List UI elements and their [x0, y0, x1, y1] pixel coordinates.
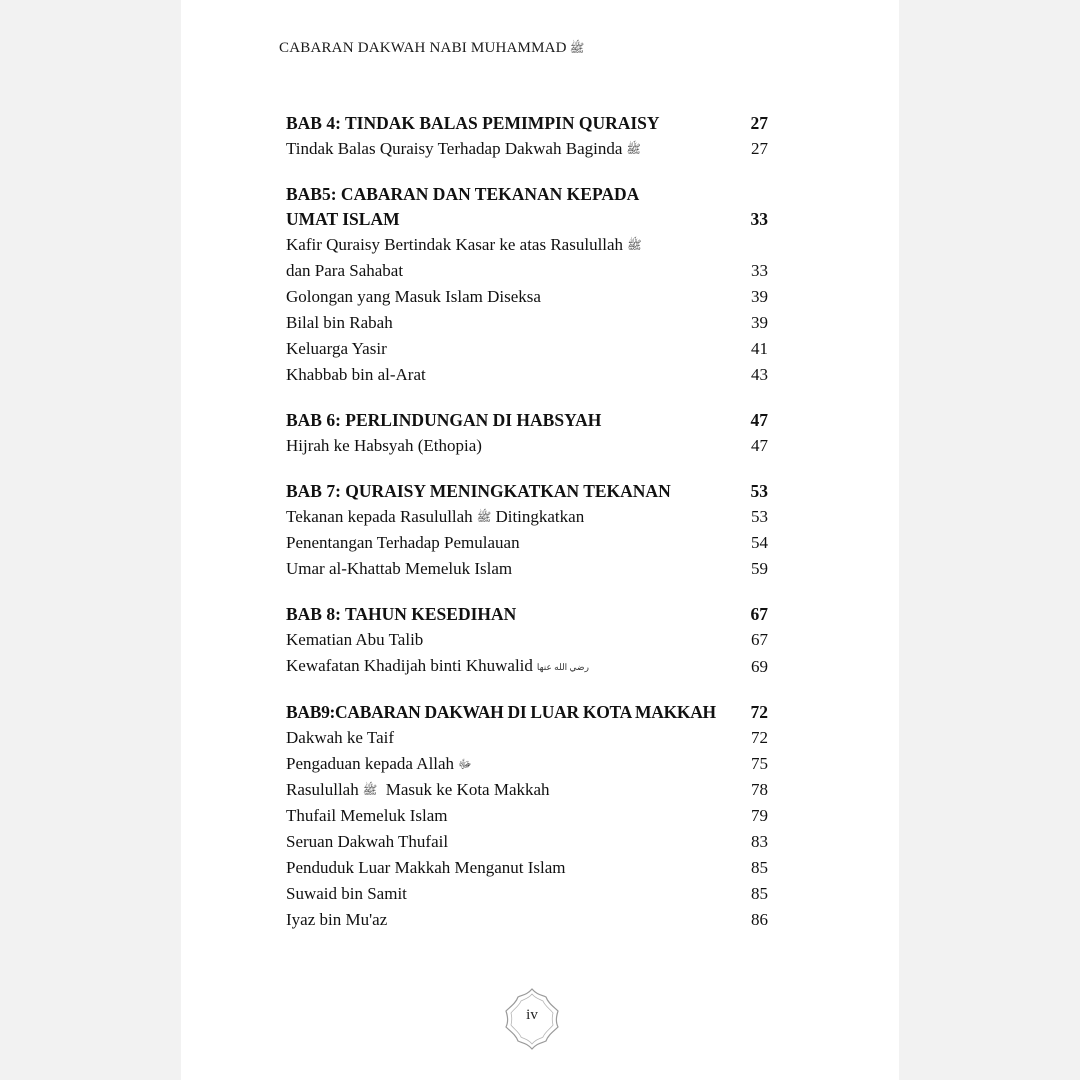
toc-entry: [286, 653, 768, 680]
entry-page: 83: [751, 832, 768, 851]
chapter-title: BAB9:CABARAN DAKWAH DI LUAR KOTA MAKKAH: [286, 702, 716, 722]
entry-page: 39: [751, 313, 768, 332]
entry-page: 27: [751, 139, 768, 158]
entry-label: Umar al-Khattab Memeluk Islam: [286, 559, 513, 578]
entry-label: Seruan Dakwah Thufail: [286, 832, 449, 851]
chapter-page: 72: [750, 702, 768, 722]
toc-entry: [286, 530, 768, 556]
table-of-contents: [286, 111, 768, 933]
entry-label: Golongan yang Masuk Islam Diseksa: [286, 287, 541, 306]
chapter-8: [286, 602, 768, 680]
chapter-title: BAB 4: TINDAK BALAS PEMIMPIN QURAISY: [286, 113, 660, 133]
entry-page: 39: [751, 287, 768, 306]
entry-label: Suwaid bin Samit: [286, 884, 407, 903]
toc-entry: [286, 504, 768, 530]
chapter-heading: [286, 111, 768, 136]
entry-page: 43: [751, 365, 768, 384]
entry-page: 86: [751, 910, 768, 929]
toc-entry: [286, 751, 768, 777]
entry-page: 69: [751, 657, 768, 676]
entry-page: 33: [751, 261, 768, 280]
chapter-page: 47: [750, 410, 768, 430]
seal-icon: ﷺ: [362, 783, 378, 797]
entry-label: Kewafatan Khadijah binti Khuwalid رضي الله عنها: [286, 656, 589, 675]
toc-entry: [286, 881, 768, 907]
toc-entry: [286, 556, 768, 582]
entry-page: 72: [751, 728, 768, 747]
toc-entry: [286, 232, 768, 284]
entry-label: Tindak Balas Quraisy Terhadap Dakwah Baginda ﷺ: [286, 139, 641, 158]
entry-label: Kafir Quraisy Bertindak Kasar ke atas Rasulullah ﷺ dan Para Sahabat: [286, 235, 642, 280]
chapter-page: 53: [750, 481, 768, 501]
entry-page: 85: [751, 884, 768, 903]
seal-icon: ﷺ: [626, 142, 641, 156]
seal-icon: ﷺ: [569, 41, 585, 55]
chapter-heading: [286, 182, 768, 232]
chapter-title: BAB 7: QURAISY MENINGKATKAN TEKANAN: [286, 481, 671, 501]
entry-page: 78: [751, 780, 768, 799]
book-page: [181, 0, 899, 1080]
toc-entry: [286, 725, 768, 751]
toc-entry: [286, 136, 768, 162]
toc-entry: [286, 362, 768, 388]
toc-entry: [286, 336, 768, 362]
entry-page: 41: [751, 339, 768, 358]
toc-entry: [286, 907, 768, 933]
chapter-5: [286, 182, 768, 388]
entry-label: Penduduk Luar Makkah Menganut Islam: [286, 858, 566, 877]
entry-page: 85: [751, 858, 768, 877]
chapter-7: [286, 479, 768, 582]
chapter-heading: [286, 479, 768, 504]
seal-icon: رضي الله عنها: [536, 662, 589, 672]
chapter-9: [286, 700, 768, 933]
running-head-title: CABARAN DAKWAH NABI MUHAMMAD: [279, 40, 567, 56]
toc-entry: [286, 284, 768, 310]
toc-entry: [286, 627, 768, 653]
entry-page: 79: [751, 806, 768, 825]
entry-label: Bilal bin Rabah: [286, 313, 393, 332]
chapter-4: [286, 111, 768, 162]
entry-label: Keluarga Yasir: [286, 339, 387, 358]
toc-entry: [286, 310, 768, 336]
toc-entry: [286, 855, 768, 881]
entry-page: 75: [751, 754, 768, 773]
entry-label: Khabbab bin al-Arat: [286, 365, 426, 384]
running-head: [279, 40, 584, 58]
chapter-title: BAB 6: PERLINDUNGAN DI HABSYAH: [286, 410, 602, 430]
entry-page: 67: [751, 630, 768, 649]
chapter-title: BAB 8: TAHUN KESEDIHAN: [286, 604, 517, 624]
entry-label: Tekanan kepada Rasulullah ﷺ Ditingkatkan: [286, 507, 585, 526]
entry-page: 54: [751, 533, 768, 552]
chapter-6: [286, 408, 768, 459]
seal-icon: ﷺ: [627, 238, 642, 252]
chapter-heading: [286, 408, 768, 433]
chapter-page: 33: [750, 209, 768, 229]
entry-page: 53: [751, 507, 768, 526]
folio: [504, 987, 560, 1051]
entry-label: Penentangan Terhadap Pemulauan: [286, 533, 520, 552]
chapter-heading: [286, 700, 768, 725]
entry-label: Hijrah ke Habsyah (Ethopia): [286, 436, 482, 455]
entry-label: Thufail Memeluk Islam: [286, 806, 448, 825]
seal-icon: ﷻ: [458, 757, 472, 771]
chapter-page: 27: [750, 113, 768, 133]
entry-label: Rasulullah ﷺ Masuk ke Kota Makkah: [286, 780, 550, 799]
toc-entry: [286, 777, 768, 803]
toc-entry: [286, 433, 768, 459]
chapter-title: BAB5: CABARAN DAN TEKANAN KEPADA UMAT ISLAM: [286, 184, 640, 229]
toc-entry: [286, 829, 768, 855]
chapter-page: 67: [750, 604, 768, 624]
page-number: iv: [526, 1007, 538, 1023]
entry-label: Pengaduan kepada Allah ﷻ: [286, 754, 472, 773]
seal-icon: ﷺ: [476, 510, 492, 524]
entry-page: 47: [751, 436, 768, 455]
toc-entry: [286, 803, 768, 829]
entry-label: Kematian Abu Talib: [286, 630, 424, 649]
chapter-heading: [286, 602, 768, 627]
entry-label: Iyaz bin Mu'az: [286, 910, 388, 929]
entry-page: 59: [751, 559, 768, 578]
entry-label: Dakwah ke Taif: [286, 728, 395, 747]
